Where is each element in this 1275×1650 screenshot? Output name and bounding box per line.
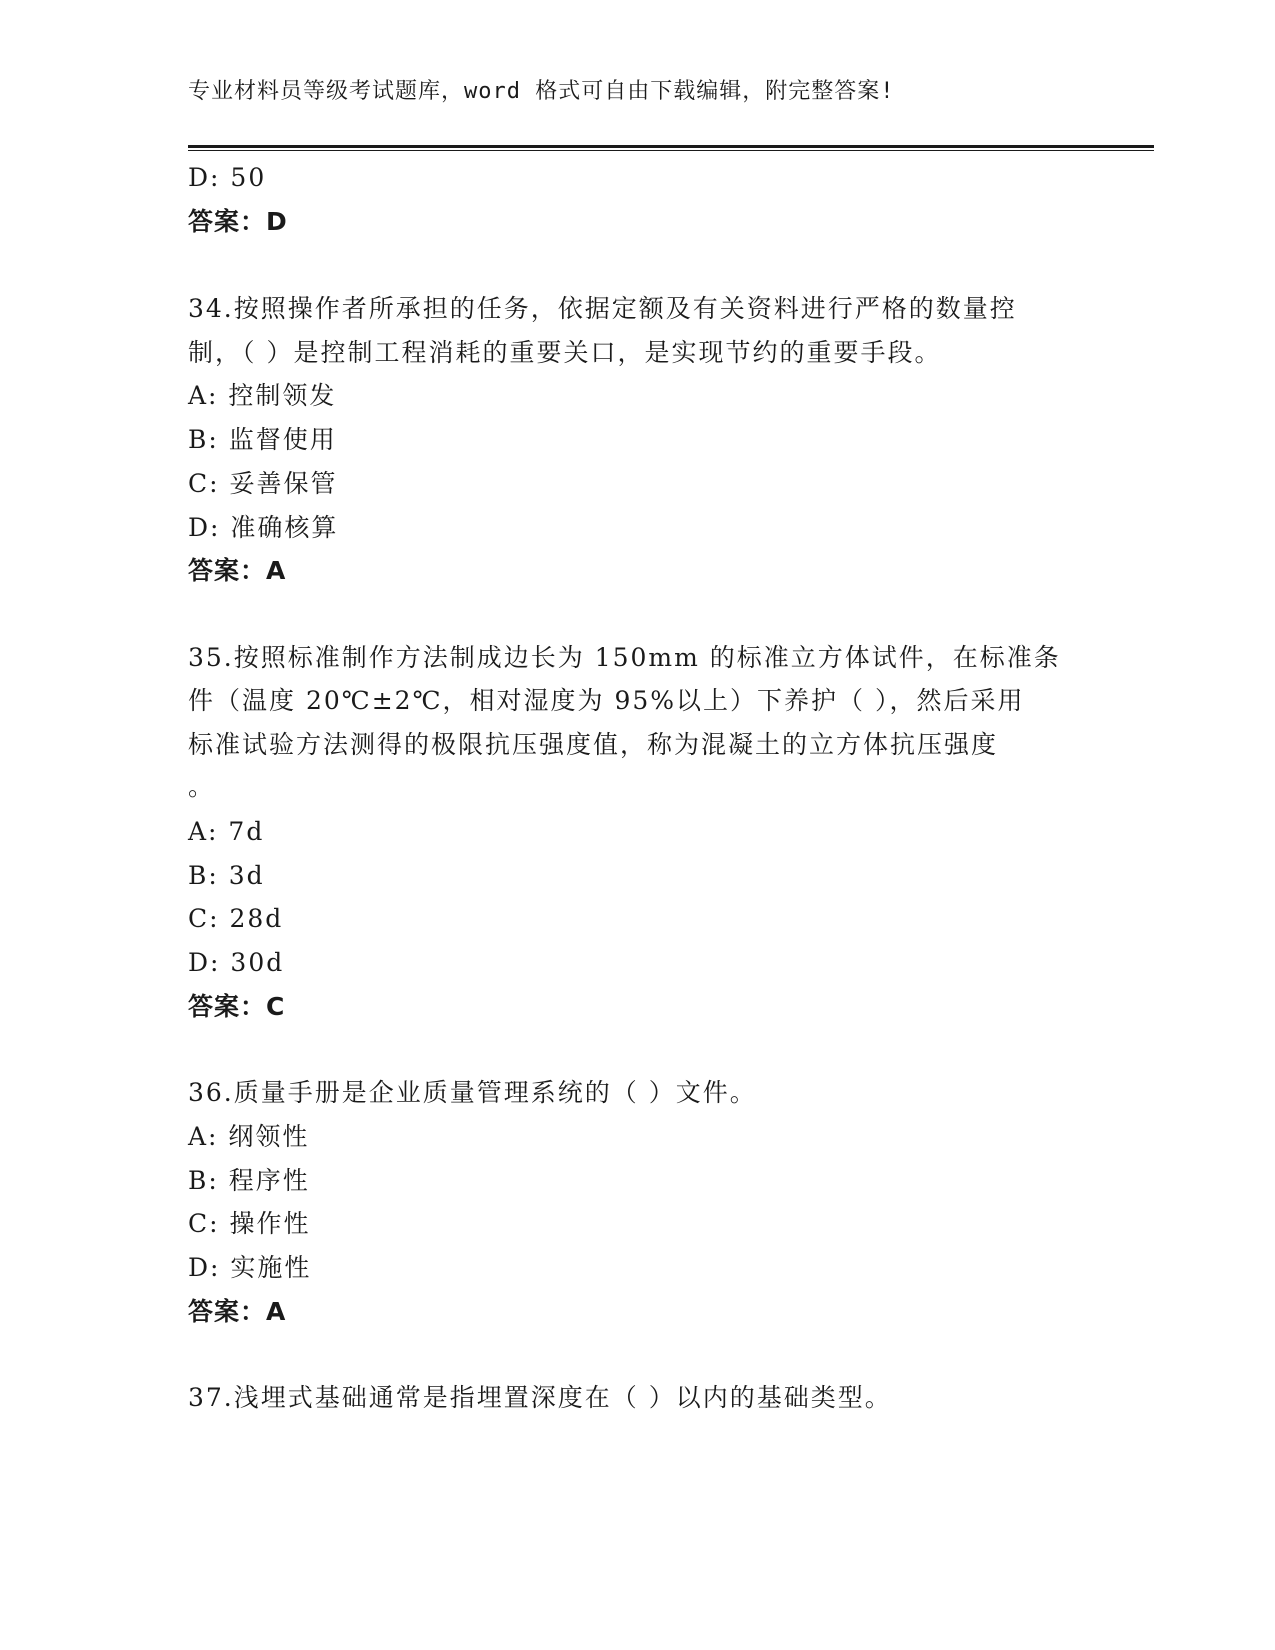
question-line: 36.质量手册是企业质量管理系统的（ ）文件。	[188, 1078, 757, 1107]
question-line: 件（温度 20℃±2℃，相对湿度为 95%以上）下养护（ ），然后采用	[188, 686, 1025, 715]
question-line: 35.按照标准制作方法制成边长为 150mm 的标准立方体试件，在标准条	[188, 643, 1061, 672]
option-line: C: 28d	[188, 904, 284, 933]
page-header: 专业材料员等级考试题库，word 格式可自由下载编辑，附完整答案!	[188, 79, 895, 104]
option-line: B: 监督使用	[188, 425, 337, 454]
question-line: 制，（ ）是控制工程消耗的重要关口，是实现节约的重要手段。	[188, 338, 942, 367]
question-line: 34.按照操作者所承担的任务，依据定额及有关资料进行严格的数量控	[188, 294, 1017, 323]
option-line: D: 50	[188, 163, 267, 192]
option-line: A: 控制领发	[188, 381, 337, 410]
option-line: A: 纲领性	[188, 1122, 310, 1151]
answer-line: 答案：D	[188, 207, 288, 236]
option-line: D: 准确核算	[188, 513, 339, 542]
option-line: B: 3d	[188, 861, 265, 890]
answer-line: 答案：A	[188, 556, 287, 585]
question-line: 37.浅埋式基础通常是指埋置深度在（ ）以内的基础类型。	[188, 1383, 892, 1412]
question-line: 。	[188, 772, 216, 801]
option-line: B: 程序性	[188, 1166, 310, 1195]
answer-line: 答案：C	[188, 992, 286, 1021]
option-line: D: 30d	[188, 948, 285, 977]
option-line: C: 操作性	[188, 1209, 311, 1238]
question-line: 标准试验方法测得的极限抗压强度值，称为混凝土的立方体抗压强度	[188, 730, 999, 759]
option-line: A: 7d	[188, 817, 265, 846]
option-line: C: 妥善保管	[188, 469, 338, 498]
answer-line: 答案：A	[188, 1297, 287, 1326]
header-divider	[188, 145, 1154, 151]
option-line: D: 实施性	[188, 1253, 312, 1282]
